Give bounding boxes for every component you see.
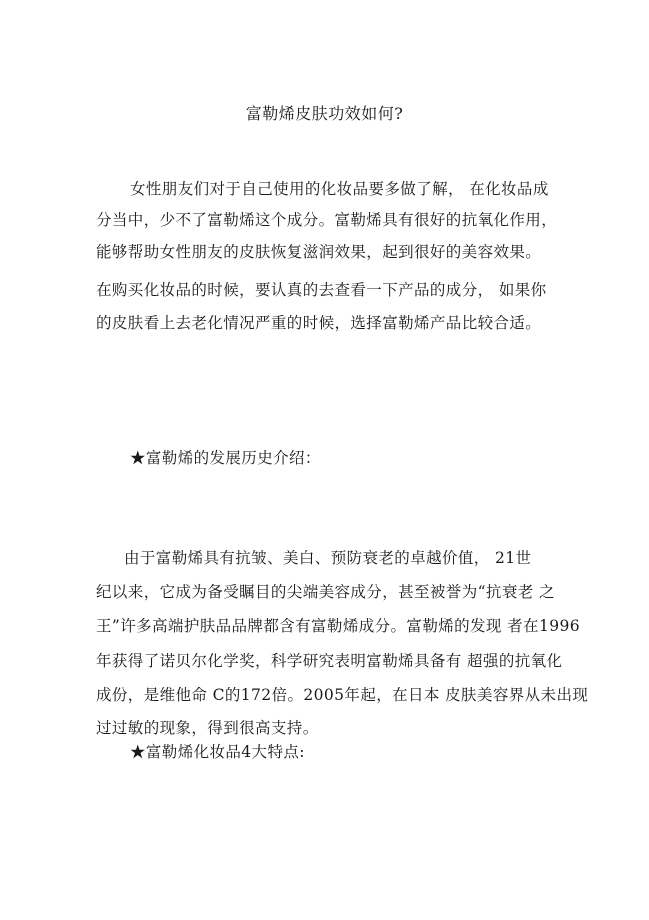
paragraph-line: 过过敏的现象，得到很高支持。 — [96, 719, 319, 737]
paragraph-line: 女性朋友们对于自己使用的化妆品要多做了解， 在化妆品成 — [130, 180, 549, 198]
paragraph-line: 分当中，少不了富勒烯这个成分。富勒烯具有很好的抗氧化作用， — [96, 211, 558, 229]
paragraph-line: 王”许多高端护肤品品牌都含有富勒烯成分。富勒烯的发现 者在1996 — [96, 617, 580, 635]
paragraph-line: 纪以来，它成为备受瞩目的尖端美容成分，甚至被誉为“抗衰老 之 — [96, 583, 555, 601]
paragraph-line: 由于富勒烯具有抗皱、美白、预防衰老的卓越价值， 21世 — [124, 549, 532, 567]
paragraph-line: 年获得了诺贝尔化学奖，科学研究表明富勒烯具备有 超强的抗氧化 — [96, 652, 563, 670]
paragraph-line: 能够帮助女性朋友的皮肤恢复滋润效果，起到很好的美容效果。 — [96, 243, 542, 261]
section-heading-features: ★富勒烯化妆品4大特点: — [130, 743, 305, 761]
paragraph-line: 成份，是维他命 C的172倍。2005年起，在日本 皮肤美容界从未出现 — [96, 686, 589, 704]
paragraph-line: 在购买化妆品的时候，要认真的去查看一下产品的成分， 如果你 — [96, 281, 547, 299]
paragraph-line: 的皮肤看上去老化情况严重的时候，选择富勒烯产品比较合适。 — [96, 314, 542, 332]
section-heading-history: ★富勒烯的发展历史介绍： — [130, 449, 321, 467]
page-title: 富勒烯皮肤功效如何? — [245, 104, 404, 123]
